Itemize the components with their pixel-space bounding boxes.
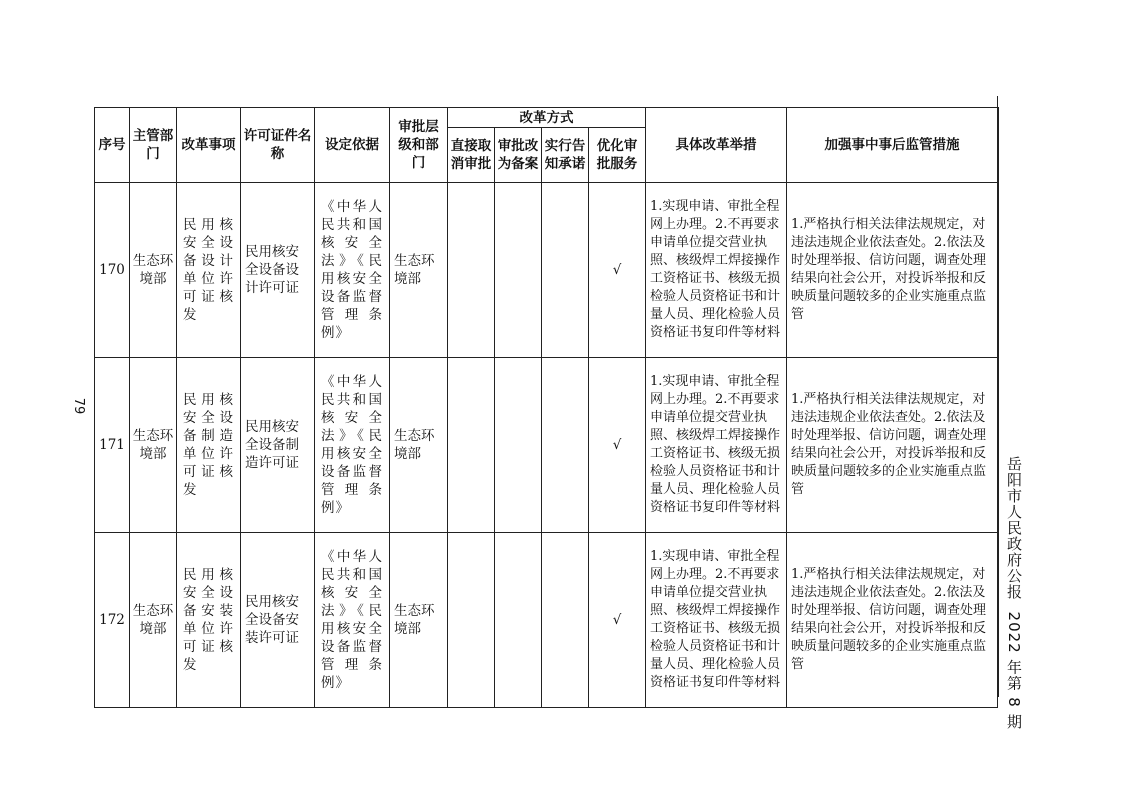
cell-seq: 170: [95, 183, 130, 358]
cell-license: 民用核安全设备设计许可证: [241, 183, 315, 358]
cell-mode-cancel: [448, 358, 495, 533]
cell-mode-filing: [495, 533, 542, 708]
cell-seq: 172: [95, 533, 130, 708]
cell-measures: 1.实现申请、审批全程网上办理。2.不再要求申请单位提交营业执照、核级焊工焊接操作工资格证书、核级无损检验人员资格证书和计量人员、理化检验人员资格证书复印件等材料: [646, 533, 787, 708]
table-row: [95, 358, 998, 533]
cell-basis: 《中华人民共和国核安全法》《民用核安全设备监督管理条例》: [315, 358, 390, 533]
cell-mode-commit: [542, 533, 589, 708]
header-reform-mode: 改革方式: [448, 108, 646, 128]
cell-department: 生态环境部: [130, 358, 177, 533]
cell-basis: 《中华人民共和国核安全法》《民用核安全设备监督管理条例》: [315, 183, 390, 358]
cell-mode-filing: [495, 358, 542, 533]
journal-running-title: [1004, 456, 1025, 730]
cell-measures: 1.实现申请、审批全程网上办理。2.不再要求申请单位提交营业执照、核级焊工焊接操作工资格证书、核级无损检验人员资格证书和计量人员、理化检验人员资格证书复印件等材料: [646, 183, 787, 358]
cell-mode-filing: [495, 183, 542, 358]
cell-license: 民用核安全设备制造许可证: [241, 358, 315, 533]
cell-supervision: 1.严格执行相关法律法规规定，对违法违规企业依法查处。2.依法及时处理举报、信访问题，调查处理结果向社会公开，对投诉举报和反映质量问题较多的企业实施重点监管: [787, 358, 998, 533]
page-number: 79: [71, 397, 86, 415]
header-mode-commit: 实行告知承诺: [542, 128, 589, 183]
cell-mode-commit: [542, 358, 589, 533]
cell-mode-cancel: [448, 183, 495, 358]
cell-license: 民用核安全设备安装许可证: [241, 533, 315, 708]
cell-mode-optimize: √: [589, 533, 646, 708]
reform-table: [94, 107, 998, 708]
cell-department: 生态环境部: [130, 183, 177, 358]
cell-mode-optimize: √: [589, 358, 646, 533]
cell-item: 民用核安全设备设计单位许可证核发: [177, 183, 241, 358]
header-mode-filing: 审批改为备案: [495, 128, 542, 183]
cell-mode-commit: [542, 183, 589, 358]
cell-supervision: 1.严格执行相关法律法规规定，对违法违规企业依法查处。2.依法及时处理举报、信访问题，调查处理结果向社会公开，对投诉举报和反映质量问题较多的企业实施重点监管: [787, 533, 998, 708]
cell-mode-optimize: √: [589, 183, 646, 358]
header-item: 改革事项: [177, 108, 241, 183]
cell-measures: 1.实现申请、审批全程网上办理。2.不再要求申请单位提交营业执照、核级焊工焊接操作工资格证书、核级无损检验人员资格证书和计量人员、理化检验人员资格证书复印件等材料: [646, 358, 787, 533]
header-level: 审批层级和部门: [390, 108, 448, 183]
cell-level: 生态环境部: [390, 358, 448, 533]
header-license: 许可证件名称: [241, 108, 315, 183]
header-supervision: 加强事中事后监管措施: [787, 108, 998, 183]
table-header: [95, 108, 998, 183]
table-body: [95, 183, 998, 708]
cell-basis: 《中华人民共和国核安全法》《民用核安全设备监督管理条例》: [315, 533, 390, 708]
cell-item: 民用核安全设备安装单位许可证核发: [177, 533, 241, 708]
header-department: 主管部门: [130, 108, 177, 183]
cell-department: 生态环境部: [130, 533, 177, 708]
cell-level: 生态环境部: [390, 533, 448, 708]
header-measures: 具体改革举措: [646, 108, 787, 183]
table-row: [95, 183, 998, 358]
cell-supervision: 1.严格执行相关法律法规规定，对违法违规企业依法查处。2.依法及时处理举报、信访问题，调查处理结果向社会公开，对投诉举报和反映质量问题较多的企业实施重点监管: [787, 183, 998, 358]
header-mode-optimize: 优化审批服务: [589, 128, 646, 183]
journal-title: 岳阳市人民政府公报: [1005, 456, 1023, 600]
header-basis: 设定依据: [315, 108, 390, 183]
header-mode-cancel: 直接取消审批: [448, 128, 495, 183]
cell-mode-cancel: [448, 533, 495, 708]
table-row: [95, 533, 998, 708]
cell-seq: 171: [95, 358, 130, 533]
journal-issue: 2022 年第 8 期: [1005, 611, 1023, 730]
header-seq: 序号: [95, 108, 130, 183]
cell-level: 生态环境部: [390, 183, 448, 358]
cell-item: 民用核安全设备制造单位许可证核发: [177, 358, 241, 533]
